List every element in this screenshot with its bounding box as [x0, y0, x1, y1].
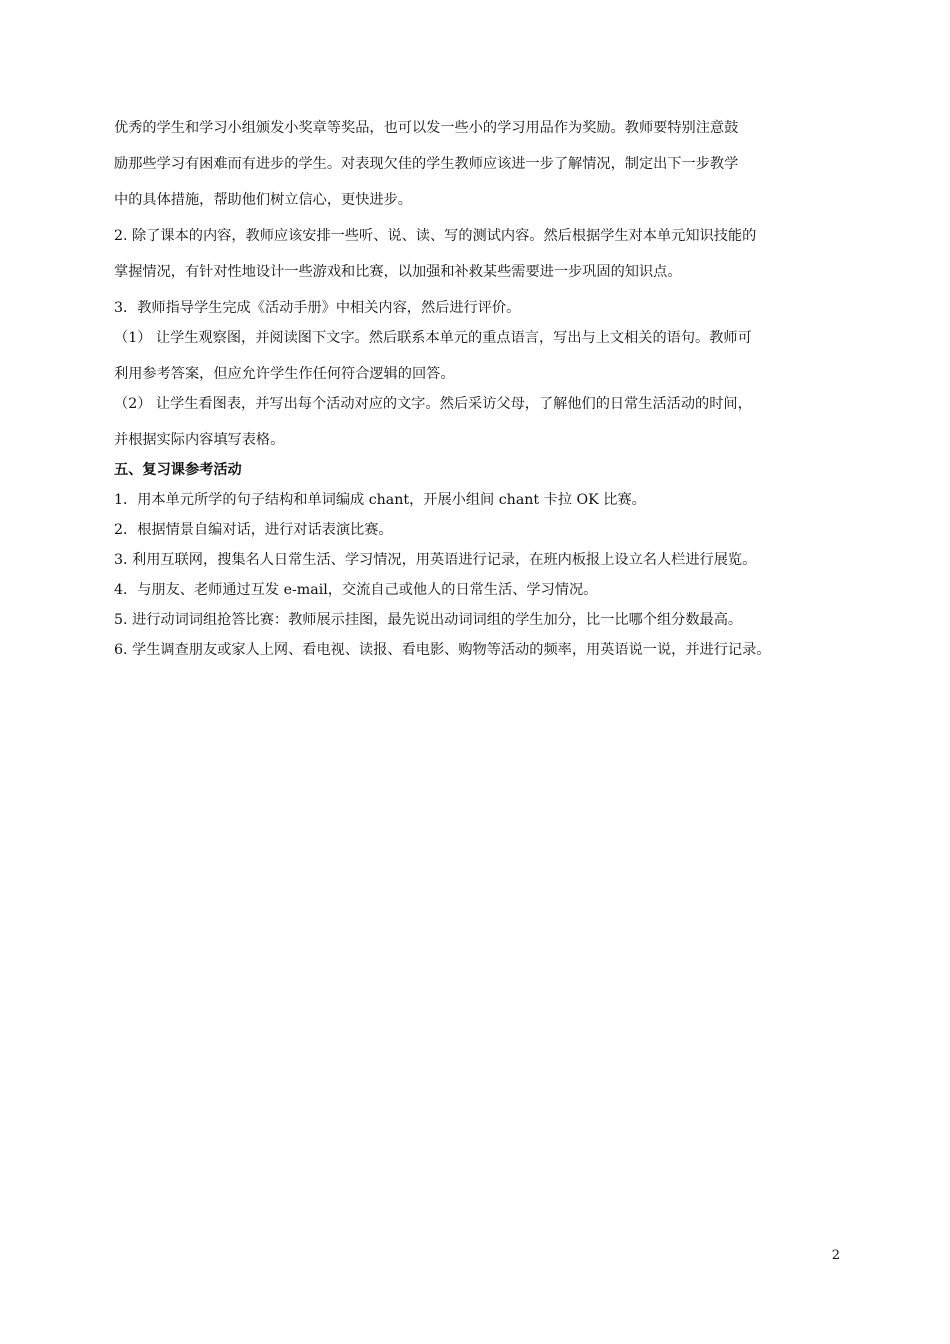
body-line: 并根据实际内容填写表格。	[114, 432, 285, 448]
body-line: （1） 让学生观察图，并阅读图下文字。然后联系本单元的重点语言，写出与上文相关的语句。教师可	[114, 330, 752, 346]
activity-item: 3. 利用互联网，搜集名人日常生活、学习情况，用英语进行记录，在班内板报上设立名人栏进行展览。	[114, 552, 757, 568]
document-body	[114, 118, 838, 661]
body-line: 3．教师指导学生完成《活动手册》中相关内容，然后进行评价。	[114, 300, 521, 316]
body-line: 2. 除了课本的内容，教师应该安排一些听、说、读、写的测试内容。然后根据学生对本单元知识技能的	[114, 228, 757, 244]
body-line: 掌握情况，有针对性地设计一些游戏和比赛，以加强和补救某些需要进一步巩固的知识点。	[114, 264, 682, 280]
activity-item: 2．根据情景自编对话，进行对话表演比赛。	[114, 522, 393, 538]
body-line: 优秀的学生和学习小组颁发小奖章等奖品，也可以发一些小的学习用品作为奖励。教师要特别注意鼓	[114, 120, 739, 136]
activity-item: 4．与朋友、老师通过互发 e-mail，交流自己或他人的日常生活、学习情况。	[114, 582, 598, 598]
activity-item: 5. 进行动词词组抢答比赛：教师展示挂图，最先说出动词词组的学生加分，比一比哪个组分数最高。	[114, 612, 743, 628]
body-line: 励那些学习有困难而有进步的学生。对表现欠佳的学生教师应该进一步了解情况，制定出下一步教学	[114, 156, 739, 172]
body-line: （2） 让学生看图表，并写出每个活动对应的文字。然后采访父母，了解他们的日常生活活动的时间，	[114, 396, 752, 412]
body-line: 中的具体措施，帮助他们树立信心，更快进步。	[114, 192, 412, 208]
section-heading: 五、复习课参考活动	[114, 462, 242, 478]
body-line: 利用参考答案，但应允许学生作任何符合逻辑的回答。	[114, 366, 455, 382]
page-number: 2	[831, 1248, 840, 1263]
activity-item: 6. 学生调查朋友或家人上网、看电视、读报、看电影、购物等活动的频率，用英语说一说，并进行记录。	[114, 642, 771, 658]
activity-item: 1．用本单元所学的句子结构和单词编成 chant，开展小组间 chant 卡拉 OK 比赛。	[114, 492, 646, 508]
